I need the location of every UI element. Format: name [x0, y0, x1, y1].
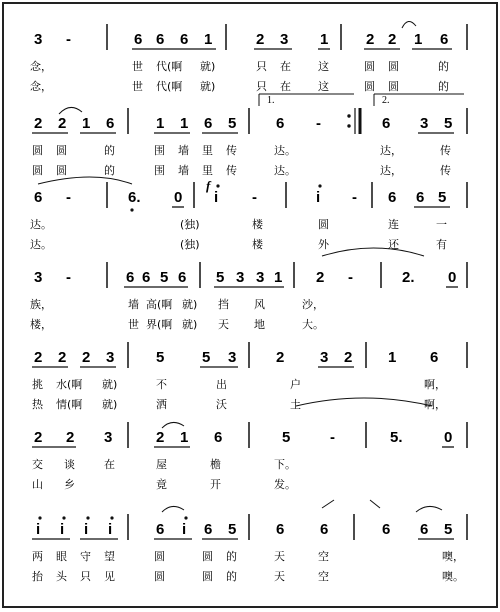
svg-text:圆: 圆 [32, 164, 43, 177]
system-5 [32, 342, 467, 411]
svg-text:墙: 墙 [178, 144, 189, 157]
svg-text:楼，: 楼， [30, 318, 52, 331]
svg-text:传: 传 [440, 144, 451, 157]
note: 2 [156, 429, 165, 446]
svg-text:这: 这 [318, 80, 329, 93]
svg-text:眼: 眼 [56, 550, 67, 563]
note: i [182, 521, 187, 538]
dynamic-forte: f [206, 178, 211, 193]
lyrics-verse-2 [32, 477, 296, 491]
svg-text:在: 在 [280, 80, 291, 93]
svg-text:交: 交 [32, 458, 43, 471]
note: 1 [82, 115, 91, 132]
svg-text:一: 一 [436, 218, 447, 231]
svg-text:楼: 楼 [252, 218, 263, 231]
note: 2 [344, 349, 353, 366]
note: 1 [204, 31, 213, 48]
svg-text:噢，: 噢， [442, 550, 464, 563]
note: 0 [174, 189, 183, 206]
note: - [252, 189, 257, 206]
system-2 [32, 94, 467, 177]
svg-text:外: 外 [318, 238, 329, 251]
svg-text:念，: 念， [30, 60, 52, 73]
svg-text:的: 的 [438, 80, 449, 93]
note: - [352, 189, 357, 206]
note: 2 [34, 349, 43, 366]
svg-text:土: 土 [290, 398, 301, 411]
svg-text:挑: 挑 [32, 378, 43, 391]
svg-text:传: 传 [226, 164, 237, 177]
lyrics-verse-2 [30, 317, 324, 331]
lyrics-verse-2 [30, 237, 447, 251]
svg-text:空: 空 [318, 570, 329, 583]
svg-text:圆: 圆 [364, 80, 375, 93]
slur [402, 21, 416, 28]
svg-text:檐: 檐 [210, 458, 221, 471]
note: 1 [156, 115, 165, 132]
note: 5. [390, 429, 403, 446]
svg-text:墙: 墙 [128, 298, 139, 311]
svg-text:念，: 念， [30, 80, 52, 93]
note: 2 [58, 115, 67, 132]
svg-text:只: 只 [256, 60, 267, 73]
note: 2 [316, 269, 325, 286]
svg-text:传: 传 [226, 144, 237, 157]
slur [162, 506, 184, 512]
slur [162, 422, 184, 428]
note: 3 [236, 269, 245, 286]
svg-text:达，: 达， [380, 164, 402, 177]
svg-text:圆: 圆 [32, 144, 43, 157]
svg-text:圆: 圆 [388, 60, 399, 73]
note: 6 [320, 521, 329, 538]
svg-text:圆: 圆 [364, 60, 375, 73]
note: 6 [180, 31, 189, 48]
note: 3 [106, 349, 115, 366]
svg-text:守: 守 [80, 550, 91, 563]
note: 2 [58, 349, 67, 366]
note: 6 [204, 115, 213, 132]
note: 1 [180, 115, 189, 132]
svg-text:就): 就) [200, 60, 216, 73]
note: 1 [320, 31, 329, 48]
svg-text:噢。: 噢。 [442, 570, 464, 583]
note: 6 [276, 521, 285, 538]
svg-text:挡: 挡 [218, 298, 229, 311]
note: 6 [34, 189, 43, 206]
note: 6 [420, 521, 429, 538]
svg-text:发。: 发。 [274, 478, 296, 491]
svg-text:乡: 乡 [64, 478, 75, 491]
note: 6. [128, 189, 141, 206]
svg-text:的: 的 [226, 550, 237, 563]
note: 6 [214, 429, 223, 446]
note: 2 [66, 429, 75, 446]
svg-text:沃: 沃 [216, 398, 227, 411]
note: i [36, 521, 41, 538]
svg-text:就): 就) [102, 378, 118, 391]
lyrics-verse-1 [32, 549, 464, 563]
svg-text:啊，: 啊， [424, 378, 446, 391]
svg-text:圆: 圆 [202, 550, 213, 563]
system-3 [30, 177, 467, 251]
note: i [108, 521, 113, 538]
svg-text:圆: 圆 [56, 144, 67, 157]
svg-text:风: 风 [254, 298, 265, 311]
note: 5 [444, 521, 453, 538]
system-7 [32, 500, 467, 583]
note: 6 [126, 269, 135, 286]
svg-text:只: 只 [80, 570, 91, 583]
note: 6 [156, 521, 165, 538]
note: 6 [440, 31, 449, 48]
svg-text:里: 里 [202, 164, 213, 177]
lyrics-verse-2 [30, 79, 449, 93]
repeat-end-barline [347, 108, 360, 134]
slur [416, 506, 442, 512]
note: 0 [444, 429, 453, 446]
note: 5 [228, 115, 237, 132]
svg-text:连: 连 [388, 218, 399, 231]
svg-text:不: 不 [156, 378, 167, 391]
note: 3 [256, 269, 265, 286]
svg-text:有: 有 [436, 238, 447, 251]
svg-text:天: 天 [274, 550, 285, 563]
svg-text:达。: 达。 [274, 164, 296, 177]
note: i [60, 521, 65, 538]
svg-text:沙，: 沙， [302, 298, 324, 311]
note: 5 [156, 349, 165, 366]
svg-text:就): 就) [102, 398, 118, 411]
note: 6 [156, 31, 165, 48]
svg-text:地: 地 [254, 318, 265, 331]
note: 5 [216, 269, 225, 286]
slur [322, 500, 334, 508]
svg-text:户: 户 [290, 378, 301, 391]
note: - [330, 429, 335, 446]
lyrics-verse-1 [30, 217, 447, 231]
note: 6 [276, 115, 285, 132]
note: 5 [228, 521, 237, 538]
note: 6 [106, 115, 115, 132]
svg-text:下。: 下。 [274, 458, 296, 471]
note: 3 [34, 31, 43, 48]
svg-text:山: 山 [32, 478, 43, 491]
volta-1-label: 1. [267, 95, 275, 106]
svg-text:楼: 楼 [252, 238, 263, 251]
svg-text:竟: 竟 [156, 478, 167, 491]
note: 3 [228, 349, 237, 366]
lyrics-verse-1 [30, 297, 324, 311]
svg-text:在: 在 [104, 458, 115, 471]
note: 2 [34, 429, 43, 446]
svg-text:望: 望 [104, 550, 115, 563]
note: 0 [448, 269, 457, 286]
note: 3 [104, 429, 113, 446]
svg-text:圆: 圆 [56, 164, 67, 177]
svg-text:出: 出 [216, 378, 227, 391]
note: 2 [366, 31, 375, 48]
svg-text:的: 的 [104, 144, 115, 157]
svg-text:在: 在 [280, 60, 291, 73]
svg-text:屋: 屋 [156, 458, 167, 471]
svg-text:圆: 圆 [202, 570, 213, 583]
note: 2 [276, 349, 285, 366]
note: 6 [388, 189, 397, 206]
octave-dots [130, 184, 321, 211]
svg-text:情(啊: 情(啊 [56, 398, 83, 411]
note: - [66, 189, 71, 206]
note: 3 [34, 269, 43, 286]
note: - [66, 269, 71, 286]
note: 3 [320, 349, 329, 366]
svg-text:还: 还 [388, 238, 399, 251]
note: 6 [142, 269, 151, 286]
svg-text:世: 世 [132, 60, 143, 73]
svg-text:只: 只 [256, 80, 267, 93]
note: 6 [134, 31, 143, 48]
note: 2 [388, 31, 397, 48]
note: 6 [204, 521, 213, 538]
note: 1 [388, 349, 397, 366]
system-6 [32, 422, 467, 491]
svg-text:(独): (独) [180, 238, 200, 251]
lyrics-verse-1 [32, 457, 296, 471]
lyrics-verse-1 [30, 59, 449, 73]
slur [322, 248, 424, 256]
svg-text:见: 见 [104, 570, 115, 583]
note: 5 [282, 429, 291, 446]
lyrics-verse-2 [32, 569, 464, 583]
svg-text:谈: 谈 [64, 458, 75, 471]
note: i [316, 189, 321, 206]
note: 6 [382, 521, 391, 538]
note: 2 [82, 349, 91, 366]
svg-text:代(啊: 代(啊 [156, 80, 183, 93]
svg-text:这: 这 [318, 60, 329, 73]
svg-text:啊，: 啊， [424, 398, 446, 411]
svg-text:洒: 洒 [156, 398, 167, 411]
jianpu-score [4, 4, 500, 610]
svg-text:墙: 墙 [178, 164, 189, 177]
note: 5 [160, 269, 169, 286]
note: 2. [402, 269, 415, 286]
svg-text:就): 就) [200, 80, 216, 93]
note: 3 [280, 31, 289, 48]
svg-text:围: 围 [154, 164, 165, 177]
note: - [316, 115, 321, 132]
svg-text:围: 围 [154, 144, 165, 157]
slur [296, 398, 432, 406]
note: 6 [178, 269, 187, 286]
svg-text:高(啊: 高(啊 [146, 298, 173, 311]
svg-text:的: 的 [104, 164, 115, 177]
note: 1 [180, 429, 189, 446]
note: 5 [202, 349, 211, 366]
svg-text:族，: 族， [30, 298, 52, 311]
lyrics-verse-1 [32, 143, 451, 157]
note: 1 [414, 31, 423, 48]
slur [370, 500, 380, 508]
svg-text:达。: 达。 [30, 238, 52, 251]
svg-text:(独): (独) [180, 218, 200, 231]
lyrics-verse-1 [32, 377, 446, 391]
note: 6 [382, 115, 391, 132]
svg-text:的: 的 [438, 60, 449, 73]
svg-text:圆: 圆 [154, 570, 165, 583]
note: 5 [438, 189, 447, 206]
note: 5 [444, 115, 453, 132]
svg-text:达。: 达。 [30, 218, 52, 231]
note: i [214, 189, 219, 206]
note: 3 [420, 115, 429, 132]
music-score-page [2, 2, 498, 608]
svg-text:世: 世 [128, 318, 139, 331]
system-1 [30, 21, 467, 93]
svg-text:头: 头 [56, 570, 67, 583]
volta-2-label: 2. [382, 95, 390, 106]
note: 1 [274, 269, 283, 286]
tie [38, 177, 132, 184]
note: i [84, 521, 89, 538]
note: - [66, 31, 71, 48]
svg-text:开: 开 [210, 478, 221, 491]
svg-text:天: 天 [218, 318, 229, 331]
svg-text:的: 的 [226, 570, 237, 583]
svg-text:里: 里 [202, 144, 213, 157]
svg-text:世: 世 [132, 80, 143, 93]
note: - [348, 269, 353, 286]
svg-text:圆: 圆 [154, 550, 165, 563]
svg-text:就): 就) [182, 318, 198, 331]
svg-text:圆: 圆 [388, 80, 399, 93]
svg-text:热: 热 [32, 398, 43, 411]
svg-text:界(啊: 界(啊 [146, 318, 173, 331]
lyrics-verse-2 [32, 163, 451, 177]
svg-text:大。: 大。 [302, 318, 324, 331]
svg-text:两: 两 [32, 550, 43, 563]
slur [59, 107, 82, 114]
note: 6 [416, 189, 425, 206]
note: 2 [34, 115, 43, 132]
svg-text:达，: 达， [380, 144, 402, 157]
svg-text:抬: 抬 [32, 570, 43, 583]
svg-text:传: 传 [440, 164, 451, 177]
svg-text:空: 空 [318, 550, 329, 563]
note: 6 [430, 349, 439, 366]
svg-text:就): 就) [182, 298, 198, 311]
svg-text:圆: 圆 [318, 218, 329, 231]
system-4 [30, 248, 467, 331]
note: 2 [256, 31, 265, 48]
svg-text:水(啊: 水(啊 [56, 378, 83, 391]
svg-text:达。: 达。 [274, 144, 296, 157]
svg-text:代(啊: 代(啊 [156, 60, 183, 73]
svg-text:天: 天 [274, 570, 285, 583]
